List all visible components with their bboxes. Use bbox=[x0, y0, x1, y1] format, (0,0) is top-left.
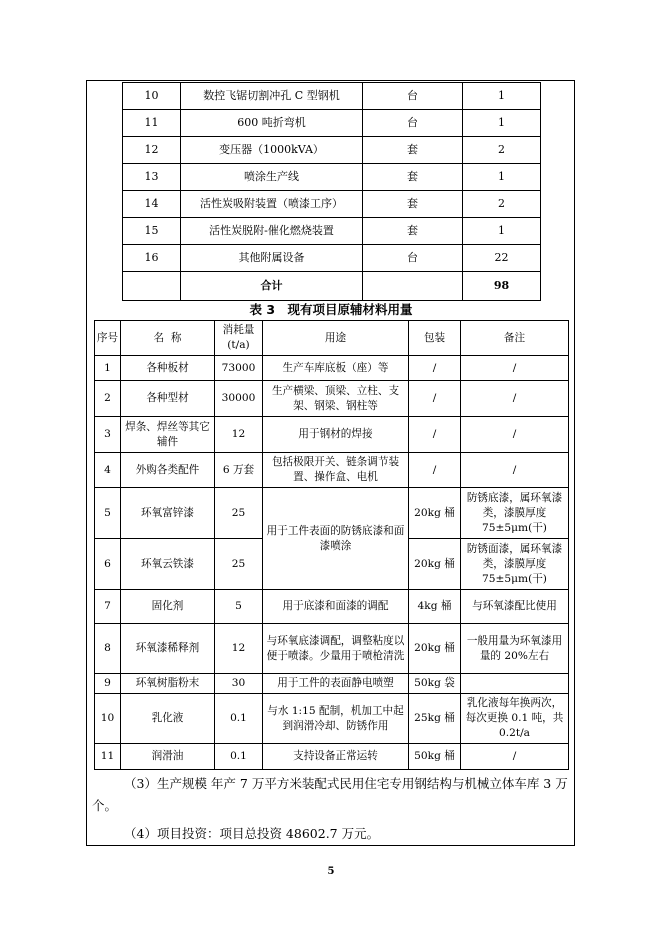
cell-amount: 12 bbox=[215, 624, 263, 674]
cell-unit: 台 bbox=[363, 245, 463, 272]
table-row bbox=[123, 245, 541, 272]
cell-use: 支持设备正常运转 bbox=[263, 744, 409, 770]
table-row bbox=[123, 164, 541, 191]
cell-note: / bbox=[461, 356, 569, 381]
cell-name: 其他附属设备 bbox=[181, 245, 363, 272]
cell-name: 乳化液 bbox=[121, 694, 215, 744]
cell-no: 13 bbox=[123, 164, 181, 191]
header-package: 包装 bbox=[409, 321, 461, 356]
table-row bbox=[95, 624, 569, 674]
cell-qty: 2 bbox=[463, 191, 541, 218]
table-row bbox=[95, 417, 569, 453]
cell-use: 与环氧底漆调配，调整粘度以便于喷漆。少量用于喷枪清洗 bbox=[263, 624, 409, 674]
cell-use: 与水 1:15 配制，机加工中起到润滑冷却、防锈作用 bbox=[263, 694, 409, 744]
cell-name: 活性炭脱附-催化燃烧装置 bbox=[181, 218, 363, 245]
cell-use: 用于钢材的焊接 bbox=[263, 417, 409, 453]
table-row bbox=[95, 356, 569, 381]
cell-amount: 6 万套 bbox=[215, 453, 263, 488]
cell-no: 8 bbox=[95, 624, 121, 674]
cell-note: 防锈面漆，属环氧漆类，漆膜厚度 75±5μm(干) bbox=[461, 539, 569, 590]
header-row bbox=[95, 321, 569, 356]
cell-amount: 25 bbox=[215, 539, 263, 590]
cell-name: 环氧云铁漆 bbox=[121, 539, 215, 590]
table-row bbox=[95, 381, 569, 417]
table-row bbox=[95, 453, 569, 488]
cell-package: 25kg 桶 bbox=[409, 694, 461, 744]
cell-name: 变压器（1000kVA） bbox=[181, 137, 363, 164]
cell-name: 600 吨折弯机 bbox=[181, 110, 363, 137]
total-row bbox=[123, 272, 541, 301]
table-row bbox=[95, 590, 569, 624]
cell-no: 3 bbox=[95, 417, 121, 453]
table-row bbox=[123, 110, 541, 137]
cell-note: / bbox=[461, 453, 569, 488]
cell-no: 10 bbox=[95, 694, 121, 744]
equipment-table bbox=[122, 82, 541, 301]
header-consumption: 消耗量(t/a) bbox=[215, 321, 263, 356]
table-row bbox=[95, 744, 569, 770]
cell-note: / bbox=[461, 381, 569, 417]
cell-use: 用于工件的表面静电喷塑 bbox=[263, 674, 409, 694]
cell-amount: 12 bbox=[215, 417, 263, 453]
cell-unit: 套 bbox=[363, 164, 463, 191]
cell-package: / bbox=[409, 453, 461, 488]
table-row bbox=[95, 674, 569, 694]
total-label: 合计 bbox=[181, 272, 363, 301]
cell-empty bbox=[363, 272, 463, 301]
cell-amount: 30 bbox=[215, 674, 263, 694]
table-row bbox=[123, 191, 541, 218]
cell-package: 50kg 桶 bbox=[409, 744, 461, 770]
cell-package: 50kg 袋 bbox=[409, 674, 461, 694]
investment-paragraph: （4）项目投资：项目总投资 48602.7 万元。 bbox=[124, 826, 380, 841]
cell-amount: 25 bbox=[215, 488, 263, 539]
cell-package: 20kg 桶 bbox=[409, 488, 461, 539]
cell-no: 12 bbox=[123, 137, 181, 164]
cell-unit: 套 bbox=[363, 137, 463, 164]
table-row bbox=[123, 218, 541, 245]
cell-no: 14 bbox=[123, 191, 181, 218]
cell-name: 焊条、焊丝等其它辅件 bbox=[121, 417, 215, 453]
cell-note: 防锈底漆，属环氧漆类，漆膜厚度 75±5μm(干) bbox=[461, 488, 569, 539]
cell-amount: 30000 bbox=[215, 381, 263, 417]
cell-no: 7 bbox=[95, 590, 121, 624]
cell-unit: 套 bbox=[363, 191, 463, 218]
cell-package: 20kg 桶 bbox=[409, 624, 461, 674]
cell-note bbox=[461, 674, 569, 694]
header-note: 备注 bbox=[461, 321, 569, 356]
cell-note: 与环氧漆配比使用 bbox=[461, 590, 569, 624]
cell-package: / bbox=[409, 356, 461, 381]
cell-name: 各种型材 bbox=[121, 381, 215, 417]
cell-amount: 0.1 bbox=[215, 744, 263, 770]
cell-no: 4 bbox=[95, 453, 121, 488]
cell-unit: 台 bbox=[363, 110, 463, 137]
cell-use: 用于底漆和面漆的调配 bbox=[263, 590, 409, 624]
cell-unit: 套 bbox=[363, 218, 463, 245]
cell-note: / bbox=[461, 744, 569, 770]
cell-note: 一般用量为环氧漆用量的 20%左右 bbox=[461, 624, 569, 674]
cell-note: 乳化液每年换两次，每次更换 0.1 吨，共 0.2t/a bbox=[461, 694, 569, 744]
cell-no: 11 bbox=[123, 110, 181, 137]
cell-no: 5 bbox=[95, 488, 121, 539]
cell-no: 10 bbox=[123, 83, 181, 110]
header-no: 序号 bbox=[95, 321, 121, 356]
cell-amount: 73000 bbox=[215, 356, 263, 381]
table-row bbox=[123, 137, 541, 164]
cell-empty bbox=[123, 272, 181, 301]
cell-name: 外购各类配件 bbox=[121, 453, 215, 488]
cell-package: 4kg 桶 bbox=[409, 590, 461, 624]
cell-use: 包括极限开关、链条调节装置、操作盒、电机 bbox=[263, 453, 409, 488]
cell-qty: 2 bbox=[463, 137, 541, 164]
cell-name: 环氧富锌漆 bbox=[121, 488, 215, 539]
table-caption: 表 3 现有项目原辅材料用量 bbox=[249, 302, 413, 317]
cell-no: 11 bbox=[95, 744, 121, 770]
cell-use: 生产车库底板（座）等 bbox=[263, 356, 409, 381]
cell-name: 喷涂生产线 bbox=[181, 164, 363, 191]
cell-name: 固化剂 bbox=[121, 590, 215, 624]
cell-qty: 22 bbox=[463, 245, 541, 272]
cell-qty: 1 bbox=[463, 83, 541, 110]
cell-name: 各种板材 bbox=[121, 356, 215, 381]
cell-name: 环氧树脂粉末 bbox=[121, 674, 215, 694]
cell-name: 数控飞锯切割冲孔 C 型钢机 bbox=[181, 83, 363, 110]
cell-unit: 台 bbox=[363, 83, 463, 110]
cell-no: 15 bbox=[123, 218, 181, 245]
cell-use: 生产横梁、顶梁、立柱、支架、钢梁、钢柱等 bbox=[263, 381, 409, 417]
cell-no: 6 bbox=[95, 539, 121, 590]
table-row bbox=[123, 83, 541, 110]
cell-package: 20kg 桶 bbox=[409, 539, 461, 590]
cell-package: / bbox=[409, 381, 461, 417]
cell-qty: 1 bbox=[463, 110, 541, 137]
cell-no: 1 bbox=[95, 356, 121, 381]
header-use: 用途 bbox=[263, 321, 409, 356]
cell-name: 环氧漆稀释剂 bbox=[121, 624, 215, 674]
cell-no: 2 bbox=[95, 381, 121, 417]
cell-note: / bbox=[461, 417, 569, 453]
cell-use-shared: 用于工件表面的防锈底漆和面漆喷涂 bbox=[263, 488, 409, 590]
cell-no: 16 bbox=[123, 245, 181, 272]
cell-qty: 1 bbox=[463, 164, 541, 191]
cell-amount: 0.1 bbox=[215, 694, 263, 744]
total-qty: 98 bbox=[463, 272, 541, 301]
table-row bbox=[95, 694, 569, 744]
cell-qty: 1 bbox=[463, 218, 541, 245]
table-row bbox=[95, 488, 569, 539]
cell-amount: 5 bbox=[215, 590, 263, 624]
header-name: 名 称 bbox=[121, 321, 215, 356]
cell-name: 润滑油 bbox=[121, 744, 215, 770]
cell-no: 9 bbox=[95, 674, 121, 694]
materials-table bbox=[94, 320, 569, 770]
cell-package: / bbox=[409, 417, 461, 453]
cell-name: 活性炭吸附装置（喷漆工序） bbox=[181, 191, 363, 218]
page-number: 5 bbox=[327, 866, 335, 877]
production-scale-paragraph: （3）生产规模 年产 7 万平方米装配式民用住宅专用钢结构与机械立体车库 3 万个。 bbox=[92, 776, 568, 813]
